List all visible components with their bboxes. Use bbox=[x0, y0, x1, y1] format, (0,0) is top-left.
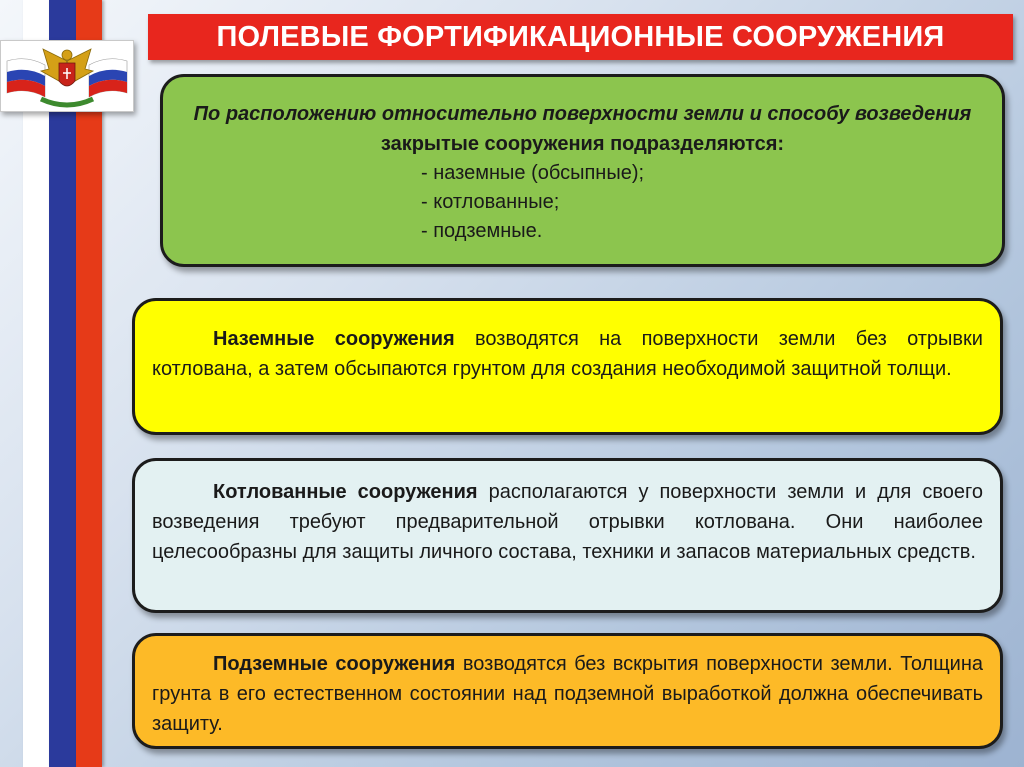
flag-stripe-white bbox=[23, 0, 49, 767]
underground-structures-text bbox=[135, 649, 1000, 739]
list-item: - наземные (обсыпные); bbox=[421, 162, 645, 184]
pit-structures-term: Котлованные сооружения bbox=[213, 481, 478, 503]
intro-text bbox=[163, 99, 1002, 159]
underground-structures-description: возводятся без вскрытия поверхности земли. Толщина грунта в его естественном состоянии над подземной выработкой должна обеспечивать защиту. bbox=[152, 653, 983, 735]
title-banner bbox=[148, 14, 1013, 60]
page-title: ПОЛЕВЫЕ ФОРТИФИКАЦИОННЫЕ СООРУЖЕНИЯ bbox=[216, 20, 945, 53]
list-item: - котлованные; bbox=[421, 191, 560, 213]
pit-structures-box bbox=[132, 458, 1003, 613]
pit-structures-description: располагаются у поверхности земли и для своего возведения требуют предварительной отрывки котлована. Они наиболее целесообразны для защиты личного состава, техники и запасов материальных средств. bbox=[152, 481, 983, 563]
intro-rest: закрытые сооружения подразделяются: bbox=[380, 133, 785, 155]
underground-structures-term: Подземные сооружения bbox=[213, 653, 456, 675]
ground-structures-box bbox=[132, 298, 1003, 435]
armed-forces-emblem-icon bbox=[0, 40, 134, 112]
type-list bbox=[163, 159, 1002, 246]
pit-structures-text bbox=[135, 477, 1000, 567]
flag-stripe-red bbox=[76, 0, 102, 767]
flag-stripe-blue bbox=[49, 0, 76, 767]
classification-box bbox=[160, 74, 1005, 267]
underground-structures-box bbox=[132, 633, 1003, 749]
ground-structures-term: Наземные сооружения bbox=[213, 328, 455, 350]
intro-italic: По расположению относительно поверхности земли и способу возведения bbox=[193, 103, 972, 125]
ground-structures-text bbox=[135, 324, 1000, 384]
list-item: - подземные. bbox=[421, 220, 543, 242]
ground-structures-description: возводятся на поверхности земли без отрывки котлована, а затем обсыпаются грунтом для создания необходимой защитной толщи. bbox=[152, 328, 983, 380]
